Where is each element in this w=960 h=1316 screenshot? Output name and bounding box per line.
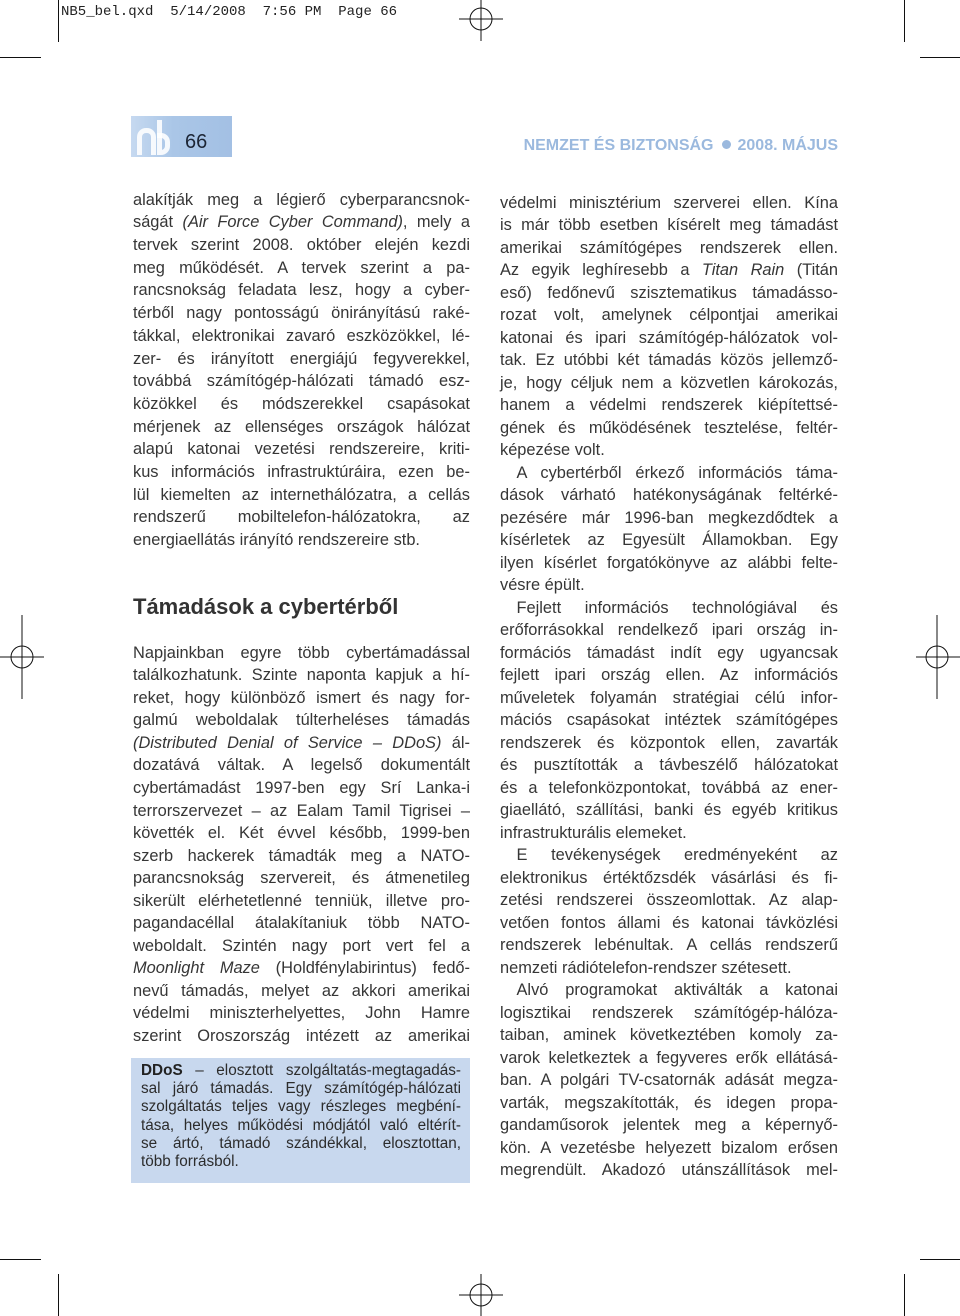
- text-line: hanem a védelmi rendszerek kiépítettsé-: [500, 396, 838, 415]
- text-line: se ártó, támadó szándékkal, elosztottan,: [141, 1134, 461, 1152]
- crop-mark-top-right: [905, 0, 960, 58]
- section-heading: Támadások a cybertérből: [133, 594, 399, 619]
- text-line: galmú weboldalak túlterheléses támadás: [133, 711, 470, 730]
- definition-box: [131, 1058, 470, 1183]
- text-line: erőforrásokkal rendelkező ipari ország in-: [500, 621, 838, 640]
- text-line: [133, 957, 470, 980]
- text-line: mérjenek az ellenséges országok hálózat: [133, 417, 470, 436]
- text-line: alapú katonai vezetési rendszereire, kriti-: [133, 440, 470, 459]
- text-line: több forrásból.: [141, 1153, 239, 1171]
- text-line: katonai és ipari számítógép-hálózatok vol-: [500, 328, 838, 347]
- registration-mark-top: [459, 0, 503, 41]
- nb-logo-icon: [134, 118, 174, 155]
- registration-mark-left: [0, 615, 44, 699]
- text-line: alakítják meg a légierő cyberparancsnok-: [133, 190, 470, 209]
- text-line: tak. Ez utóbbi két támadás közös jellemző-: [500, 351, 838, 370]
- text-line: dások várható hatékonyságának feltérké-: [500, 486, 838, 505]
- text-line: vésre épült.: [500, 576, 585, 595]
- text-line: je, hogy céljuk nem a közvetlen károkozás,: [500, 373, 838, 392]
- logo-stroke: [137, 128, 156, 155]
- left-column-intro-paragraph: [133, 189, 470, 552]
- text-line: vetően fontos állami és katonai távközlési: [500, 913, 838, 932]
- text-line: közökkel és módszerekkel csapásokat: [133, 394, 470, 413]
- text-line: varták, megszakították, és idegen propa-: [500, 1093, 838, 1112]
- text-line: rendszerű mobiltelefon-hálózatokra, az: [133, 508, 470, 527]
- text-line: sikerült elérhetetlenné tenniük, illetve pro-: [133, 891, 470, 910]
- text-line: amerikai számítógépes rendszerek ellen.: [500, 238, 838, 257]
- text-line: kön. A vezetésbe helyezett bizalom erősen: [500, 1138, 838, 1157]
- running-title: [524, 136, 838, 156]
- page-number: 66: [185, 131, 208, 153]
- text-line: E tevékenységek eredményeként az: [516, 846, 838, 865]
- issue-date: 2008. MÁJUS: [737, 137, 838, 154]
- print-slug: NB5_bel.qxd 5/14/2008 7:56 PM Page 66: [61, 4, 398, 20]
- text-line: dozatává váltak. A legelső dokumentált: [133, 756, 470, 775]
- text-line: [133, 211, 470, 234]
- text-line: [133, 732, 470, 755]
- crop-mark-bottom-left: [0, 1260, 59, 1316]
- text-line: térből nagy pontosságú önirányítású raké-: [133, 304, 470, 323]
- text-line: tákkal, elektronikai zavaró eszközökkel, lé-: [133, 326, 470, 345]
- definition-text: [141, 1062, 461, 1171]
- text-line: rendszerek és központok ellen, zavarták: [500, 733, 838, 752]
- text-line: varok keletkeztek a fegyveres erők ellátásá-: [500, 1048, 838, 1067]
- text-line: lül kiemelten az internethálózatra, a cellás: [133, 485, 470, 504]
- text-line: [500, 259, 838, 282]
- text-segment: Az egyik leghíresebb a: [500, 261, 702, 280]
- text-line: szerb hackerek támadták meg a NATO-: [133, 846, 470, 865]
- text-line: védelmi minisztérium szerverei ellen. Kína: [500, 193, 838, 212]
- paragraph: [500, 844, 838, 979]
- text-line: gének és működésének tesztelése, feltér-: [500, 418, 838, 437]
- text-line: meg működését. A tervek szerint a pa-: [133, 258, 470, 277]
- paragraph: [500, 192, 838, 462]
- registration-mark-right: [916, 615, 960, 699]
- text-line: nevű támadás, melyet az akkori amerikai: [133, 981, 470, 1000]
- text-line: terrorszervezet – az Ealam Tamil Tigrisei –: [133, 801, 470, 820]
- text-line: zer- és irányított energiájú fegyverekkel,: [133, 349, 470, 368]
- text-segment: , mely a: [402, 213, 470, 232]
- italic-term: (Distributed Denial of Service – DDoS): [133, 733, 442, 752]
- text-line: rendszerek lebénultak. A cellás rendszerű: [500, 936, 838, 955]
- text-line: szolgáltatás teljes vagy részleges megbéní-: [141, 1098, 461, 1116]
- text-line: pezésére már 1996-ban megkezdődtek a: [500, 508, 838, 527]
- paragraph: [500, 462, 838, 597]
- left-column-body-paragraph: [133, 642, 470, 1048]
- text-line: is már több esetben kísérelt meg támadást: [500, 216, 838, 235]
- text-line: fejlett ipari ország ellen. Az információs: [500, 666, 838, 685]
- text-line: mációs csapásokat intéztek számítógépes: [500, 711, 838, 730]
- crop-mark-bottom-right: [905, 1260, 960, 1316]
- text-segment: (Titán: [784, 261, 839, 280]
- text-line: követték el. Két évvel később, 1999-ben: [133, 824, 470, 843]
- text-line: és a telefonközpontokat, továbbá az ener-: [500, 778, 838, 797]
- text-line: elektronikus értéktőzsdék vásárlási és fi-: [500, 868, 838, 887]
- text-line: eső) fedőnevű szisztematikus támadásso-: [500, 283, 838, 302]
- paragraph: [500, 597, 838, 845]
- text-line: ilyen kísérlet forgatókönyve az alábbi felte-: [500, 553, 838, 572]
- text-line: ban. A polgári TV-csatornák adását megza-: [500, 1071, 838, 1090]
- right-column: [500, 192, 838, 1182]
- text-line: találkozhatunk. Szinte naponta kapjuk a hí-: [133, 666, 470, 685]
- text-line: zetési rendszerei összeomlottak. Az alap-: [500, 891, 838, 910]
- text-line: továbbá számítógép-hálózati támadó esz-: [133, 372, 470, 391]
- text-segment: – elosztott szolgáltatás-megtagadás-: [182, 1062, 461, 1079]
- text-line: Napjainkban egyre több cybertámadással: [133, 643, 470, 662]
- text-line: sal járó támadás. Egy számítógép-hálózati: [141, 1080, 461, 1098]
- text-line: [141, 1062, 461, 1080]
- text-line: megrendült. Akadozó utánszállítások mel-: [500, 1161, 838, 1180]
- text-line: rozat volt, amelynek célpontjai amerikai: [500, 306, 838, 325]
- text-line: infrastrukturális elemeket.: [500, 823, 687, 842]
- text-line: kus információs infrastruktúráira, ezen be-: [133, 463, 470, 482]
- page-number-box: [131, 116, 232, 157]
- registration-mark-bottom: [459, 1274, 503, 1316]
- text-line: Alvó programokat aktiválták a katonai: [516, 981, 838, 1000]
- text-line: gandaműsorok jelentek meg a képernyő-: [500, 1116, 838, 1135]
- text-line: védelmi miniszterhelyettes, John Hamre: [133, 1004, 470, 1023]
- text-line: logisztikai rendszerek számítógép-hálóza-: [500, 1003, 838, 1022]
- text-line: műveletek folyamán stratégiai célú infor-: [500, 688, 838, 707]
- italic-term: Titan Rain: [701, 261, 785, 280]
- text-line: parancsnokság szervereit, és átmenetileg: [133, 869, 470, 888]
- text-line: képezése volt.: [500, 441, 605, 460]
- text-line: reket, hogy különböző ismert és nagy for-: [133, 688, 470, 707]
- text-line: rancsnokság feladata lesz, hogy a cyber-: [133, 281, 470, 300]
- text-line: A cybertérből érkező információs táma-: [516, 463, 838, 482]
- text-line: és pusztították a távbeszélő hálózatokat: [500, 756, 838, 775]
- text-line: kísérletek az Egyesült Államokban. Egy: [500, 531, 838, 550]
- text-line: formációs támadást indít egy ugyancsak: [500, 643, 838, 662]
- text-line: weboldalt. Szintén nagy port vert fel a: [133, 936, 470, 955]
- crop-mark-top-left: [0, 0, 59, 58]
- text-line: pagandacéllal átalakítaniuk több NATO-: [133, 914, 470, 933]
- publication-title: NEMZET ÉS BIZTONSÁG: [523, 137, 714, 154]
- text-line: nemzeti rádiótelefon-rendszer szétesett.: [500, 958, 792, 977]
- italic-term: (Air Force Cyber Command): [182, 213, 403, 232]
- paragraph: [500, 979, 838, 1182]
- text-line: cybertámadást 1997-ben egy Srí Lanka-i: [133, 778, 470, 797]
- text-segment: ságát: [133, 213, 183, 232]
- text-segment: ál-: [441, 733, 470, 752]
- text-segment: (Holdfénylabirintus) fedő-: [259, 959, 471, 978]
- text-line: Fejlett információs technológiával és: [516, 598, 838, 617]
- glossary-term: DDoS: [141, 1062, 183, 1079]
- text-line: tervek szerint 2008. október elején kezdi: [133, 236, 470, 254]
- logo-stroke: [157, 133, 170, 155]
- separator-dot-icon: [722, 140, 731, 149]
- text-line: energiaellátás irányító rendszereire stb.: [133, 531, 420, 550]
- italic-term: Moonlight Maze: [133, 959, 260, 978]
- text-line: taiban, aminek következtében komoly za-: [500, 1026, 838, 1045]
- text-line: giaellátó, szállítási, banki és egyéb kritikus: [500, 801, 838, 820]
- text-line: szerint Oroszország intézett az amerikai: [133, 1026, 470, 1045]
- text-line: tása, helyes működési módjától való eltérít-: [141, 1116, 461, 1134]
